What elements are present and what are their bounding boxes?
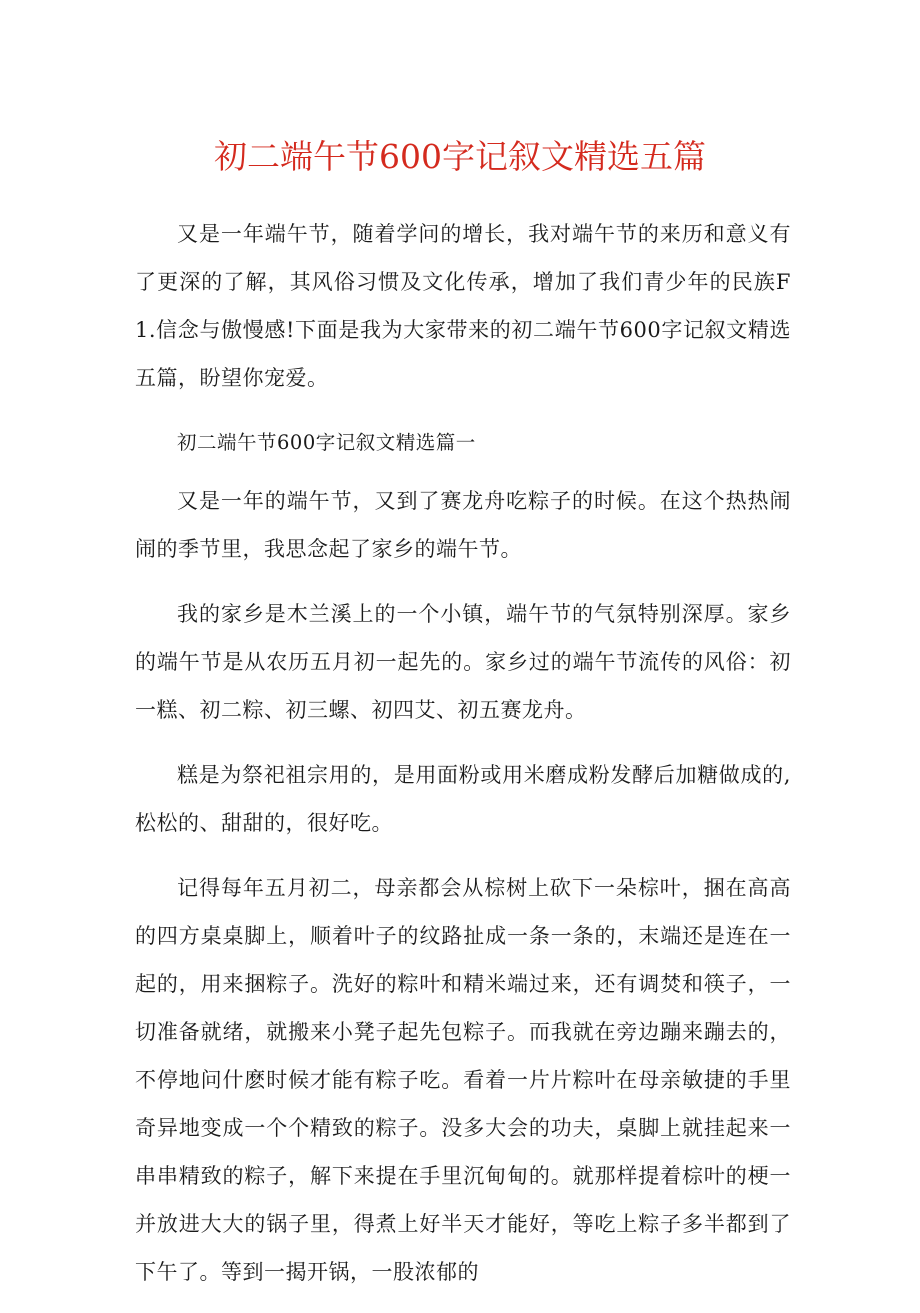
intro-paragraph: 又是一年端午节，随着学问的增长，我对端午节的来历和意义有了更深的了解，其风俗习惯及文化传承，增加了我们青少年的民族F1.信念与傲慢感!下面是我为大家带来的初二端午节600字记叙文精选五篇，盼望你宠爱。 [135, 222, 791, 390]
body-paragraph: 糕是为祭祀祖宗用的，是用面粉或用米磨成粉发酵后加糖做成的,松松的、甜甜的，很好吃。 [135, 763, 791, 835]
section-heading: 初二端午节600字记叙文精选篇一 [177, 431, 476, 454]
body-paragraph: 我的家乡是木兰溪上的一个小镇，端午节的气氛特别深厚。家乡的端午节是从农历五月初一起先的。家乡过的端午节流传的风俗：初一糕、初二粽、初三螺、初四艾、初五赛龙舟。 [135, 602, 791, 722]
document-body [135, 210, 791, 1313]
body-paragraph: 记得每年五月初二，母亲都会从棕树上砍下一朵棕叶，捆在高高的四方桌桌脚上，顺着叶子的纹路扯成一条一条的，末端还是连在一起的，用来捆粽子。洗好的粽叶和精米端过来，还有调焚和筷子，一切准备就绪，就搬来小凳子起先包粽子。而我就在旁边蹦来蹦去的，不停地问什麽时候才能有粽子吃。看着一片片粽叶在母亲敏捷的手里奇异地变成一个个精致的粽子。没多大会的功夫，桌脚上就挂起来一串串精致的粽子，解下来提在手里沉甸甸的。就那样提着棕叶的梗一并放进大大的锅子里，得煮上好半天才能好，等吃上粽子多半都到了下午了。等到一揭开锅，一股浓郁的 [135, 876, 791, 1284]
body-paragraph: 又是一年的端午节，又到了赛龙舟吃粽子的时候。在这个热热闹闹的季节里，我思念起了家乡的端午节。 [135, 489, 791, 561]
document-title: 初二端午节600字记叙文精选五篇 [214, 137, 706, 176]
